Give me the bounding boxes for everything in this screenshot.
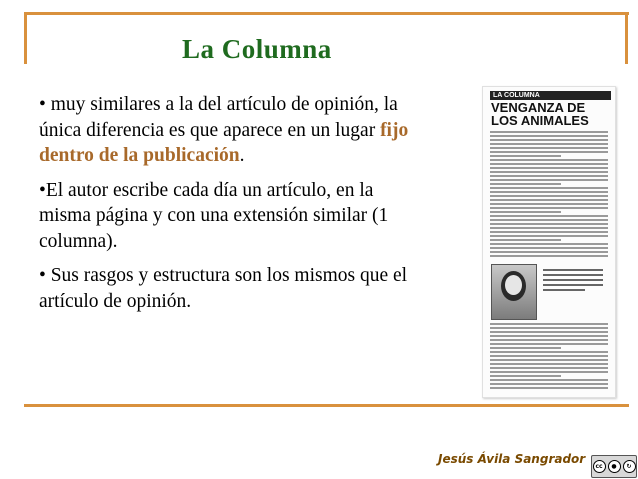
by-icon: ● xyxy=(608,460,621,473)
clipping-text-line xyxy=(490,159,608,161)
clipping-text-line xyxy=(490,327,608,329)
clipping-text-line xyxy=(490,191,608,193)
clipping-text-line xyxy=(490,179,608,181)
clipping-text-line xyxy=(490,379,608,381)
clipping-text-line xyxy=(490,343,608,345)
clipping-text-line xyxy=(490,147,608,149)
bullet-list xyxy=(39,92,411,323)
clipping-text-line xyxy=(490,247,608,249)
clipping-text-line xyxy=(490,199,608,201)
frame-top-border xyxy=(24,12,629,15)
clipping-text-line xyxy=(490,155,561,157)
bullet-text: muy similares a la del artículo de opinión, la única diferencia es que aparece en un lugar xyxy=(39,94,398,141)
bullet-marker: • xyxy=(39,265,46,286)
bullet-highlight: fijo dentro de la publicación xyxy=(39,119,409,166)
bullet-text-end: . xyxy=(239,145,245,166)
frame-right-border xyxy=(625,12,628,64)
clipping-text-line xyxy=(490,387,608,389)
clipping-text-line xyxy=(490,351,608,353)
clipping-text-line xyxy=(490,339,608,341)
clipping-text-line xyxy=(490,223,608,225)
newspaper-clipping-image xyxy=(482,86,616,398)
bullet-item xyxy=(39,263,411,314)
clipping-text-line xyxy=(490,171,608,173)
clipping-text-lines xyxy=(490,323,608,391)
clipping-text-line xyxy=(490,215,608,217)
clipping-text-line xyxy=(490,219,608,221)
clipping-text-line xyxy=(490,195,608,197)
clipping-text-line xyxy=(490,167,608,169)
frame-left-border xyxy=(24,12,27,64)
frame-bottom-border xyxy=(24,404,629,407)
clipping-text-line xyxy=(490,183,561,185)
clipping-text-line xyxy=(490,227,608,229)
author-credit: Jesús Ávila Sangrador xyxy=(438,452,586,466)
bullet-text: Sus rasgos y estructura son los mismos que el artículo de opinión. xyxy=(39,265,408,312)
clipping-text-line xyxy=(490,323,608,325)
clipping-text-line xyxy=(490,131,608,133)
clipping-text-line xyxy=(490,135,608,137)
clipping-text-line xyxy=(490,251,608,253)
clipping-text-line xyxy=(490,139,608,141)
clipping-text-line xyxy=(490,375,561,377)
clipping-text-line xyxy=(490,371,608,373)
clipping-text-line xyxy=(490,175,608,177)
clipping-text-line xyxy=(490,355,608,357)
clipping-text-line xyxy=(490,151,608,153)
clipping-text-line xyxy=(490,367,608,369)
clipping-text-line xyxy=(490,347,561,349)
clipping-text-line xyxy=(490,383,608,385)
clipping-text-line xyxy=(490,187,608,189)
clipping-text-line xyxy=(490,335,608,337)
bullet-text: El autor escribe cada día un artículo, en la misma página y con una extensión similar (1 columna). xyxy=(39,179,389,252)
clipping-text-line xyxy=(490,331,608,333)
columnist-photo xyxy=(491,264,537,320)
cc-icon: cc xyxy=(593,460,606,473)
bullet-marker: • xyxy=(39,94,46,115)
sa-icon: ↻ xyxy=(623,460,636,473)
clipping-text-line xyxy=(490,211,561,213)
clipping-text-line xyxy=(490,239,561,241)
clipping-text-line xyxy=(490,255,608,257)
bullet-marker: • xyxy=(39,179,46,201)
clipping-text-line xyxy=(490,207,608,209)
clipping-headline: VENGANZA DE LOS ANIMALES xyxy=(491,100,589,128)
bullet-item xyxy=(39,92,411,169)
clipping-text-line xyxy=(490,359,608,361)
clipping-text-line xyxy=(490,143,608,145)
clipping-text-line xyxy=(490,235,608,237)
bullet-item xyxy=(39,178,411,255)
clipping-pull-quote xyxy=(543,269,603,294)
creative-commons-badge[interactable] xyxy=(591,455,637,478)
clipping-section-label: LA COLUMNA xyxy=(490,91,611,100)
clipping-text-line xyxy=(490,363,608,365)
clipping-text-line xyxy=(490,231,608,233)
clipping-text-line xyxy=(490,163,608,165)
clipping-text-line xyxy=(490,203,608,205)
clipping-text-lines xyxy=(490,131,608,259)
slide-title: La Columna xyxy=(182,34,332,64)
clipping-text-line xyxy=(490,243,608,245)
